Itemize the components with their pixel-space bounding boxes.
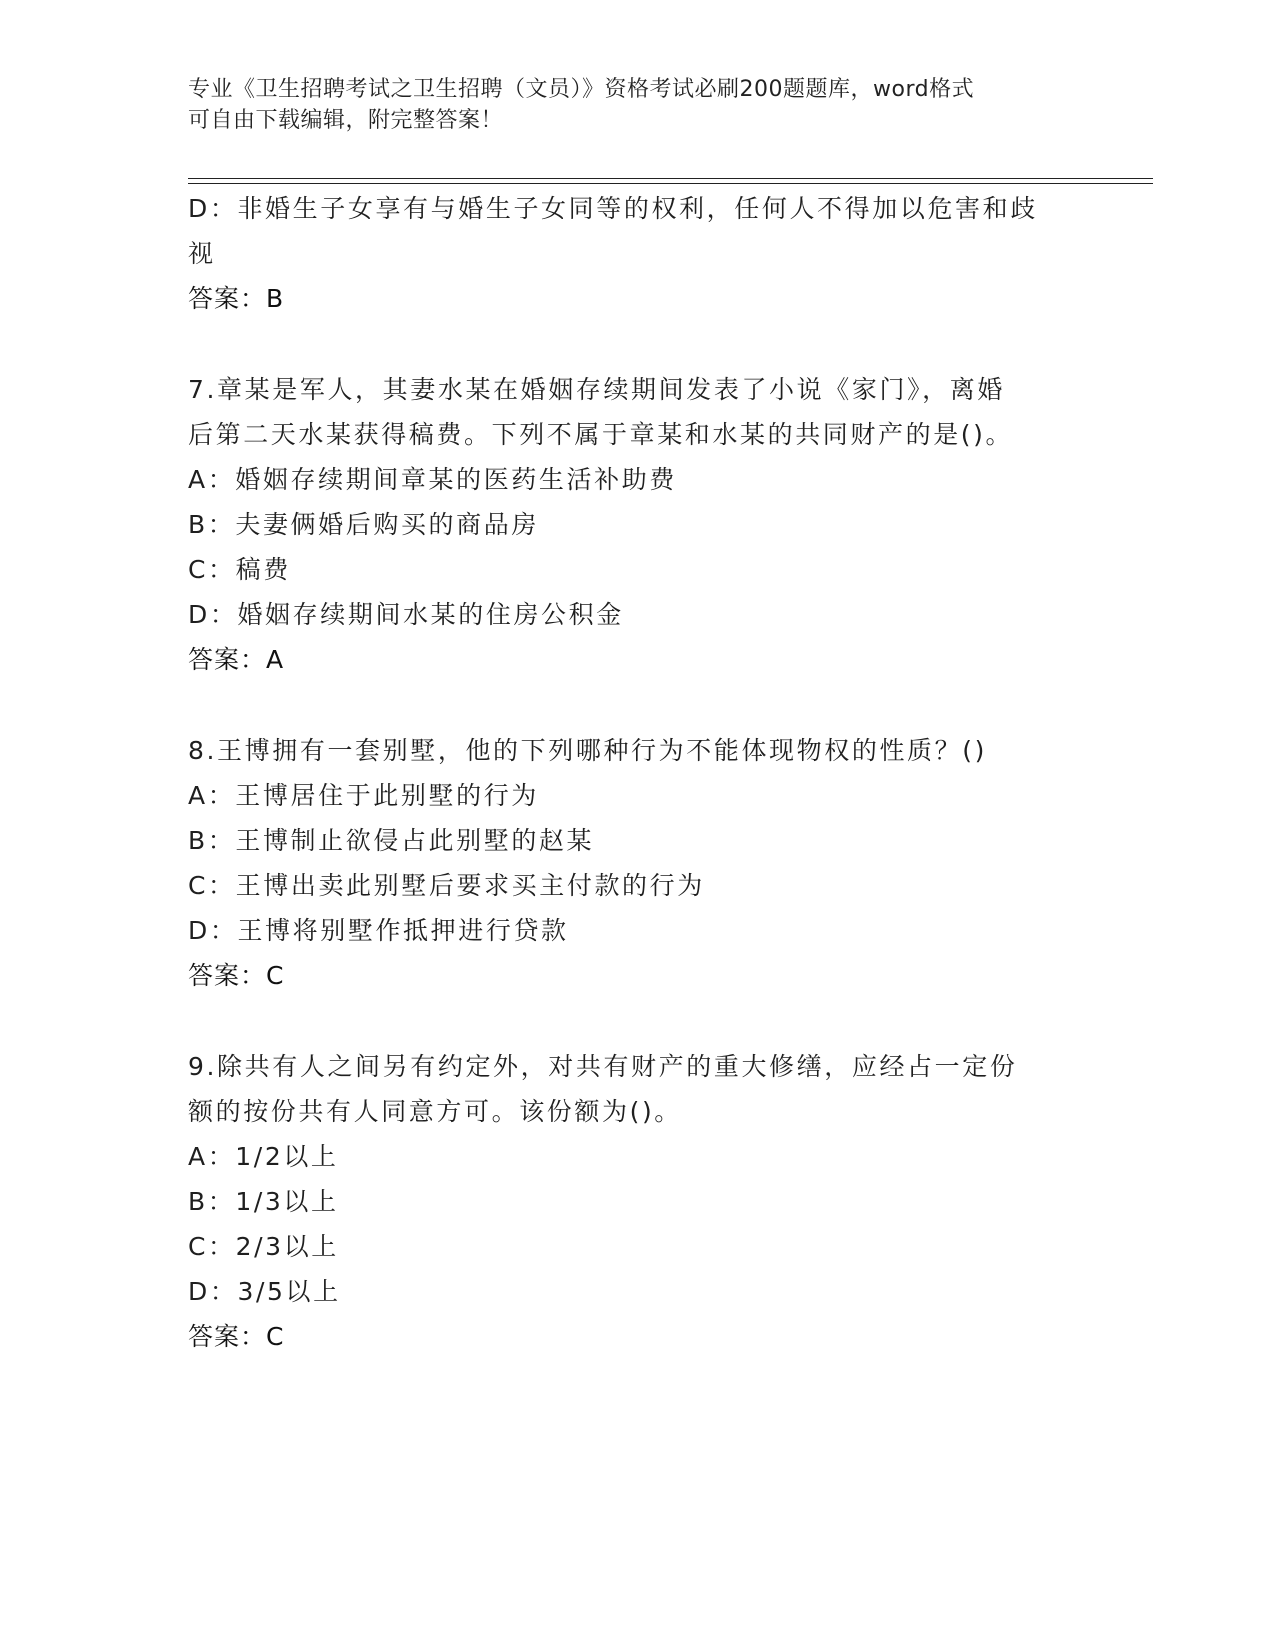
answer-line: 答案：A xyxy=(188,645,285,674)
answer-line: 答案：C xyxy=(188,961,285,990)
option-b: B：王博制止欲侵占此别墅的赵某 xyxy=(188,826,595,855)
document-header xyxy=(188,74,1068,136)
option-a: A：1/2以上 xyxy=(188,1142,339,1171)
header-title-line-1: 专业《卫生招聘考试之卫生招聘（文员）》资格考试必刷200题题库，word格式 xyxy=(188,77,975,102)
question-stem-line-1: 9.除共有人之间另有约定外，对共有财产的重大修缮，应经占一定份 xyxy=(188,1052,1018,1081)
option-d: D：3/5以上 xyxy=(188,1277,341,1306)
option-a: A：婚姻存续期间章某的医药生活补助费 xyxy=(188,465,677,494)
option-d-line-1: D：非婚生子女享有与婚生子女同等的权利，任何人不得加以危害和歧 xyxy=(188,194,1038,223)
question-stem-line-1: 7.章某是军人，其妻水某在婚姻存续期间发表了小说《家门》，离婚 xyxy=(188,375,1005,404)
header-divider-top xyxy=(188,178,1153,179)
question-stem-line-2: 额的按份共有人同意方可。该份额为()。 xyxy=(188,1097,682,1126)
header-divider-bottom xyxy=(188,183,1153,184)
option-d-line-2: 视 xyxy=(188,239,216,268)
option-c: C：稿费 xyxy=(188,555,291,584)
option-d: D：婚姻存续期间水某的住房公积金 xyxy=(188,600,624,629)
header-title-line-2: 可自由下载编辑，附完整答案！ xyxy=(188,108,504,133)
option-c: C：王博出卖此别墅后要求买主付款的行为 xyxy=(188,871,705,900)
answer-line: 答案：C xyxy=(188,1322,285,1351)
answer-line: 答案：B xyxy=(188,284,285,313)
question-9 xyxy=(188,1044,1088,1359)
question-spacer xyxy=(188,998,1088,1044)
option-a: A：王博居住于此别墅的行为 xyxy=(188,781,539,810)
question-8 xyxy=(188,728,1088,998)
previous-question-tail xyxy=(188,186,1088,321)
option-d: D：王博将别墅作抵押进行贷款 xyxy=(188,916,569,945)
question-stem-line-2: 后第二天水某获得稿费。下列不属于章某和水某的共同财产的是()。 xyxy=(188,420,1014,449)
question-7 xyxy=(188,367,1088,682)
question-spacer xyxy=(188,321,1088,367)
option-b: B：夫妻俩婚后购买的商品房 xyxy=(188,510,539,539)
question-content xyxy=(188,186,1088,1359)
question-stem-line-1: 8.王博拥有一套别墅，他的下列哪种行为不能体现物权的性质？() xyxy=(188,736,987,765)
option-b: B：1/3以上 xyxy=(188,1187,339,1216)
option-c: C：2/3以上 xyxy=(188,1232,339,1261)
question-spacer xyxy=(188,682,1088,728)
